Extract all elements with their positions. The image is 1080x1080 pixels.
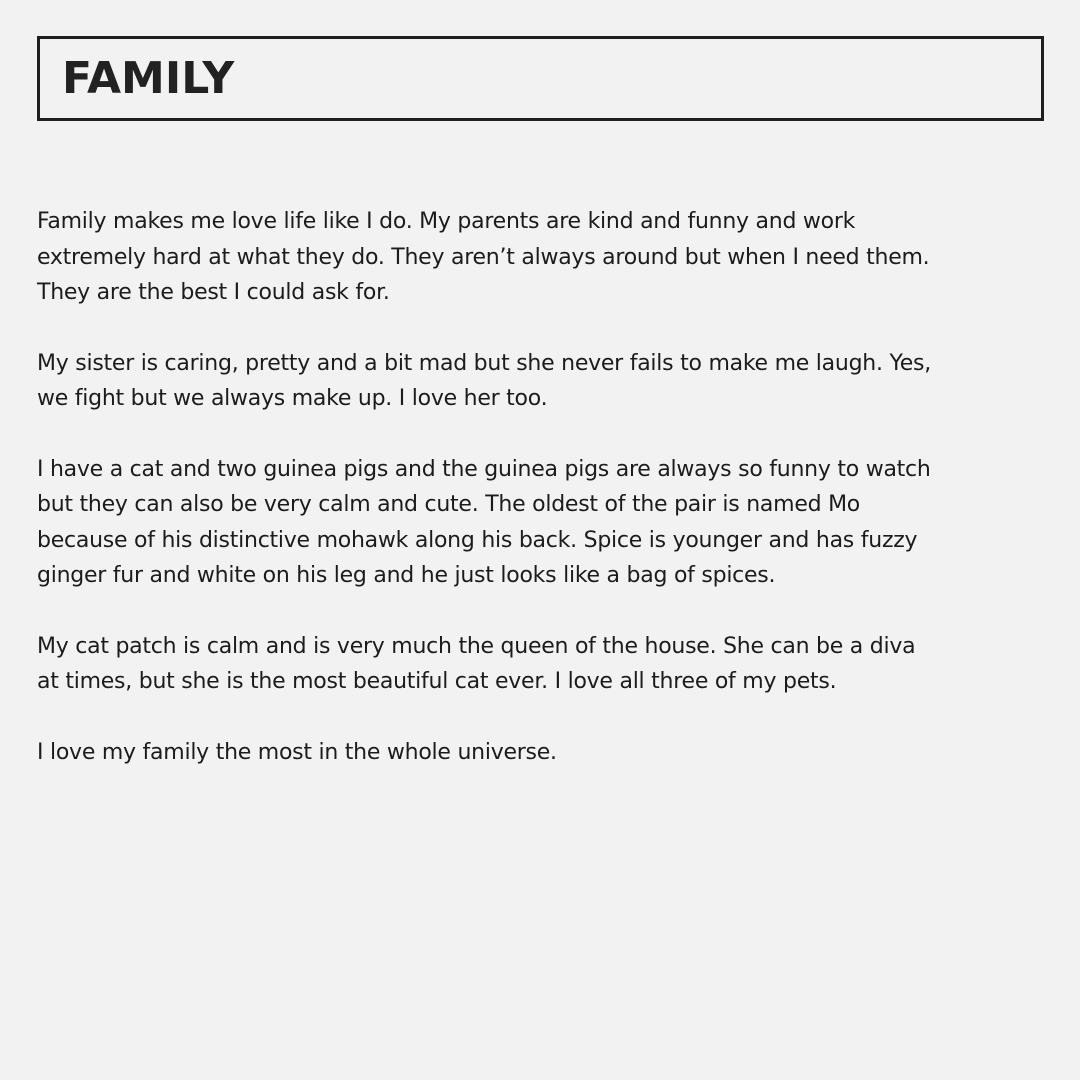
paragraph-guinea-pigs: I have a cat and two guinea pigs and the guinea pigs are always so funny to watch but they can also be very calm and cute. The oldest of the pair is named Mo because of his distinctive mohawk along his back. Spice is younger and has fuzzy ginger fur and white on his leg and he just looks like a bag of spices. bbox=[37, 456, 931, 588]
paragraph-parents: Family makes me love life like I do. My parents are kind and funny and work extremely hard at what they do. They aren’t always around but when I need them. They are the best I could ask for. bbox=[37, 209, 930, 305]
paragraph-closing: I love my family the most in the whole universe. bbox=[37, 739, 557, 765]
paragraph-cat: My cat patch is calm and is very much the queen of the house. She can be a diva at times, but she is the most beautiful cat ever. I love all three of my pets. bbox=[37, 633, 916, 694]
essay-body bbox=[37, 204, 937, 770]
title-box bbox=[37, 36, 1044, 121]
page-title: FAMILY bbox=[62, 53, 235, 104]
paragraph-sister: My sister is caring, pretty and a bit mad but she never fails to make me laugh. Yes, we fight but we always make up. I love her too. bbox=[37, 350, 931, 411]
